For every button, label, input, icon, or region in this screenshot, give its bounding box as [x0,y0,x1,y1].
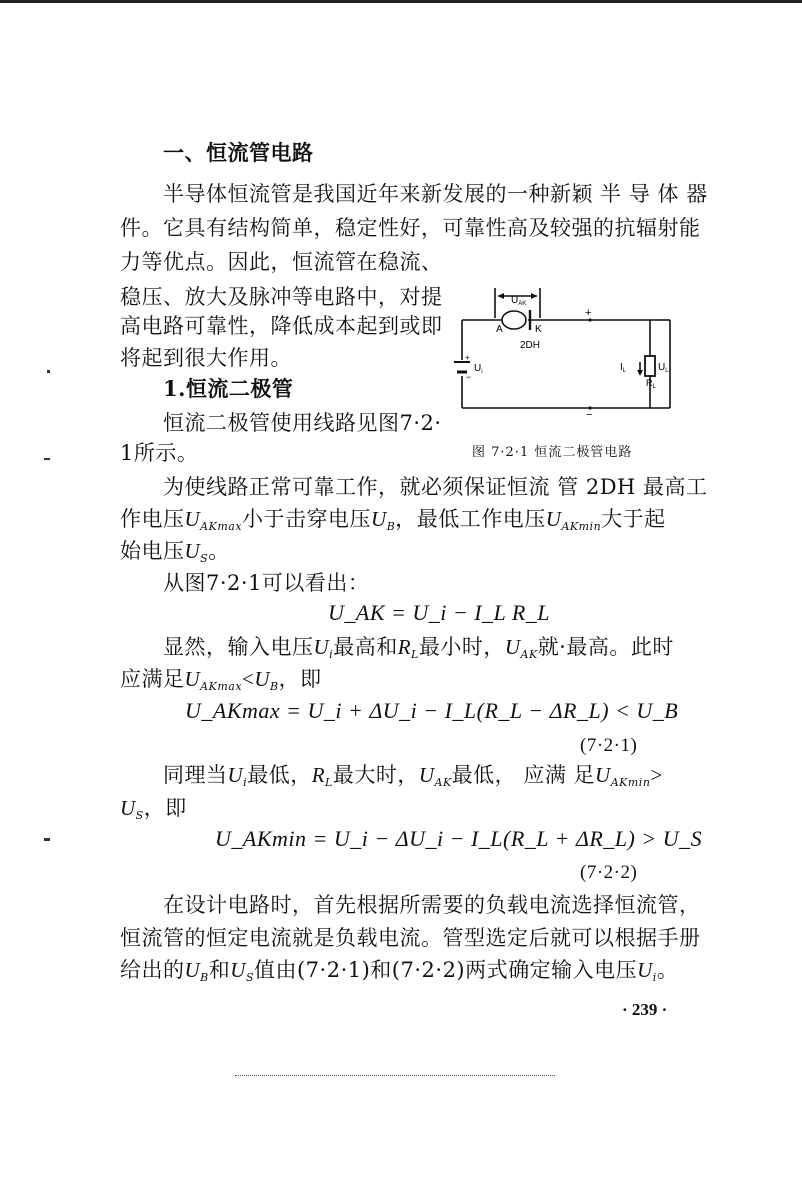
device-label: 2DH [520,340,541,351]
page-number: · 239 · [622,1000,668,1019]
rl-label: $R_L$ [646,378,656,390]
para6-line-3: 给出的$U_B$和$U_S$值由(7·2·1)和(7·2·2)两式确定输入电压$U_i$。 [120,958,679,984]
circuit-diagram [440,280,680,420]
top-border-rule [0,0,802,3]
para6-line-1: 在设计电路时，首先根据所需要的负载电流选择恒流管， [163,893,701,917]
para2-line-1: 为使线路正常可靠工作，就必须保证恒流 管 2DH 最高工 [163,475,708,499]
para5-line-2: $U_S$，即 [120,796,187,822]
scan-mark [47,370,50,373]
scan-dotted-line [235,1075,555,1078]
para4-line-1: 显然，输入电压$U_i$最高和$R_L$最小时，$U_{AK}$就·最高。此时 [163,635,674,661]
equation-number-1: (7·2·1) [580,735,638,756]
para2-line-3: 始电压$U_S$。 [120,539,230,565]
top-plus-label: + [585,307,592,319]
para6-line-2: 恒流管的恒定电流就是负载电流。管型选定后就可以根据手册 [120,926,701,950]
intro-line-1: 半导体恒流管是我国近年来新发展的一种新颖 半 导 体 器 [163,182,708,206]
intro-line-5: 高电路可靠性，降低成本起到或即 [120,314,443,338]
intro-line-6: 将起到很大作用。 [120,346,292,370]
ui-label: $U_i$ [474,363,483,375]
cathode-label: K [535,324,542,335]
figure-caption: 图 7·2·1 恒流二极管电路 [472,445,633,460]
intro-line-4: 稳压、放大及脉冲等电路中，对提 [120,285,443,309]
equation-3: U_AKmin = U_i − ΔU_i − I_L(R_L + ΔR_L) > U_S [215,826,703,851]
para5-line-1: 同理当$U_i$最低，$R_L$最大时，$U_{AK}$最低， 应满 足$U_{AKmin}>$ [163,763,663,789]
bottom-minus-label: − [586,409,593,420]
anode-label: A [496,324,503,335]
battery-minus-label: − [466,372,472,382]
scan-mark [44,458,50,460]
subsection-heading: 1.恒流二极管 [163,376,294,401]
scan-mark [44,838,50,841]
battery-plus-label: + [465,353,470,362]
para2-line-2: 作电压$U_{AKmax}$小于击穿电压$U_B$，最低工作电压$U_{AKmin}$大于起 [120,507,666,533]
intro-line-2: 件。它具有结构简单，稳定性好，可靠性高及较强的抗辐射能 [120,216,701,240]
equation-1: U_AK = U_i − I_L R_L [328,600,551,625]
equation-number-2: (7·2·2) [580,862,638,883]
equation-2: U_AKmax = U_i + ΔU_i − I_L(R_L − ΔR_L) < U_B [185,698,679,723]
para3-line-1: 从图7·2·1可以看出： [163,571,370,595]
para4-line-2: 应满足$U_{AKmax}<U_B$，即 [120,667,322,693]
il-label: $I_L$ [620,362,627,374]
ul-label: $U_L$ [658,362,669,374]
subsection-line-1: 恒流二极管使用线路见图7·2· [163,411,442,435]
section-heading: 一、恒流管电路 [163,140,314,165]
intro-line-3: 力等优点。因此，恒流管在稳流、 [120,250,443,274]
uak-label: $U_{AK}$ [511,295,527,307]
subsection-line-2: 1所示。 [120,441,199,465]
